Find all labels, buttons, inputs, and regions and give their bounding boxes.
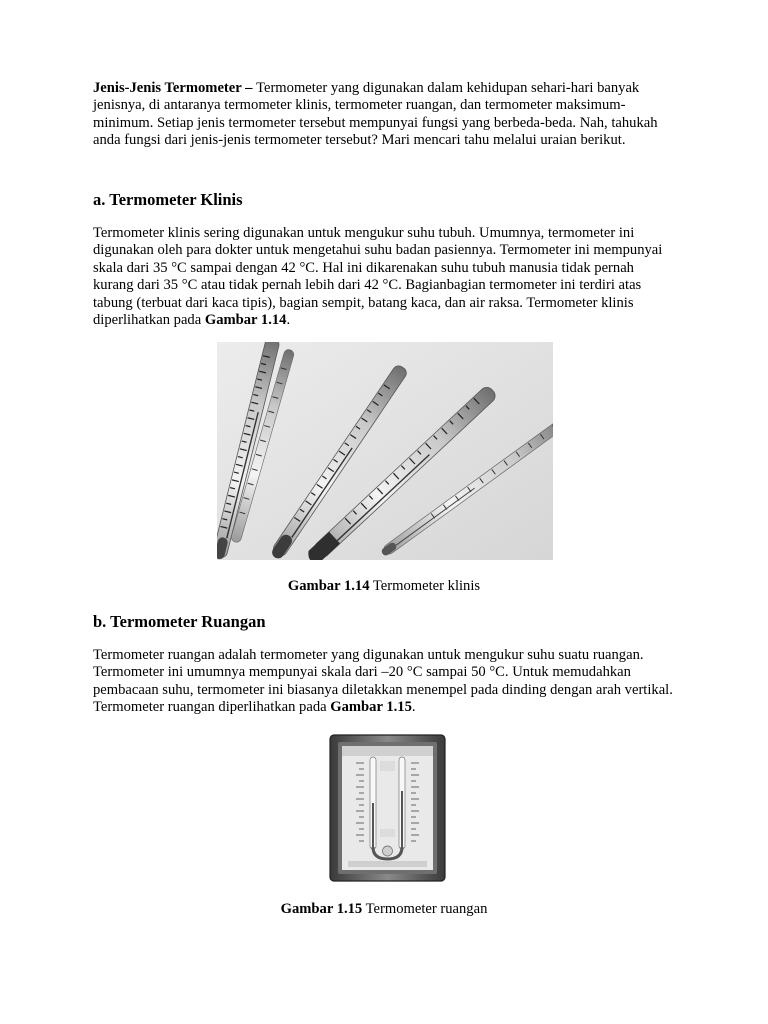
heading-termometer-klinis: a. Termometer Klinis xyxy=(93,190,243,209)
klinis-figure-ref: Gambar 1.14 xyxy=(204,312,287,329)
caption-1-15-label: Gambar 1.15 xyxy=(280,901,363,917)
clinical-thermometers-photo-icon xyxy=(217,342,553,560)
room-thermometer-photo-icon xyxy=(328,733,447,883)
figure-1-15 xyxy=(328,733,447,883)
caption-figure-1-14 xyxy=(0,577,768,595)
klinis-paragraph xyxy=(93,225,678,329)
caption-1-15-text: Termometer ruangan xyxy=(362,901,488,917)
caption-figure-1-15 xyxy=(0,900,768,918)
heading-termometer-ruangan: b. Termometer Ruangan xyxy=(93,612,266,631)
ruangan-paragraph xyxy=(93,647,678,717)
intro-text: Termometer yang digunakan dalam kehidupan sehari-hari banyak jenisnya, di antaranya termometer klinis, termometer ruangan, dan termometer maksimum-minimum. Setiap jenis termometer tersebut mempunyai fungsi yang berbeda-beda. Nah, tahukah anda fungsi dari jenis-jenis termometer tersebut? Mari mencari tahu melalui uraian berikut. xyxy=(93,80,658,149)
ruangan-end: . xyxy=(411,699,416,716)
klinis-end: . xyxy=(286,312,291,329)
ruangan-figure-ref: Gambar 1.15 xyxy=(330,699,412,716)
klinis-text: Termometer klinis sering digunakan untuk mengukur suhu tubuh. Umumnya, termometer ini digunakan oleh para dokter untuk mengetahui suhu badan pasiennya. Termometer ini mempunyai skala dari 35 °C sampai dengan 42 °C. Hal ini dikarenakan suhu tubuh manusia tidak pernah kurang dari 35 °C atau tidak pernah lebih dari 42 °C. Bagianbagian termometer ini terdiri atas tabung (terbuat dari kaca tipis), bagian sempit, batang kaca, dan air raksa. Termometer klinis diperlihatkan pada xyxy=(93,225,663,329)
ruangan-text: Termometer ruangan adalah termometer yang digunakan untuk mengukur suhu suatu ruangan. Termometer ini umumnya mempunyai skala dari –20 °C sampai 50 °C. Untuk memudahkan pembacaan suhu, termometer ini biasanya diletakkan menempel pada dinding dengan arah vertikal. Termometer ruangan diperlihatkan pada xyxy=(93,647,673,716)
intro-lead: Jenis-Jenis Termometer xyxy=(93,80,242,96)
figure-1-14 xyxy=(217,342,553,560)
intro-paragraph xyxy=(93,80,678,150)
intro-dash: – xyxy=(241,80,257,96)
caption-1-14-label: Gambar 1.14 xyxy=(287,578,370,594)
caption-1-14-text: Termometer klinis xyxy=(369,578,481,594)
